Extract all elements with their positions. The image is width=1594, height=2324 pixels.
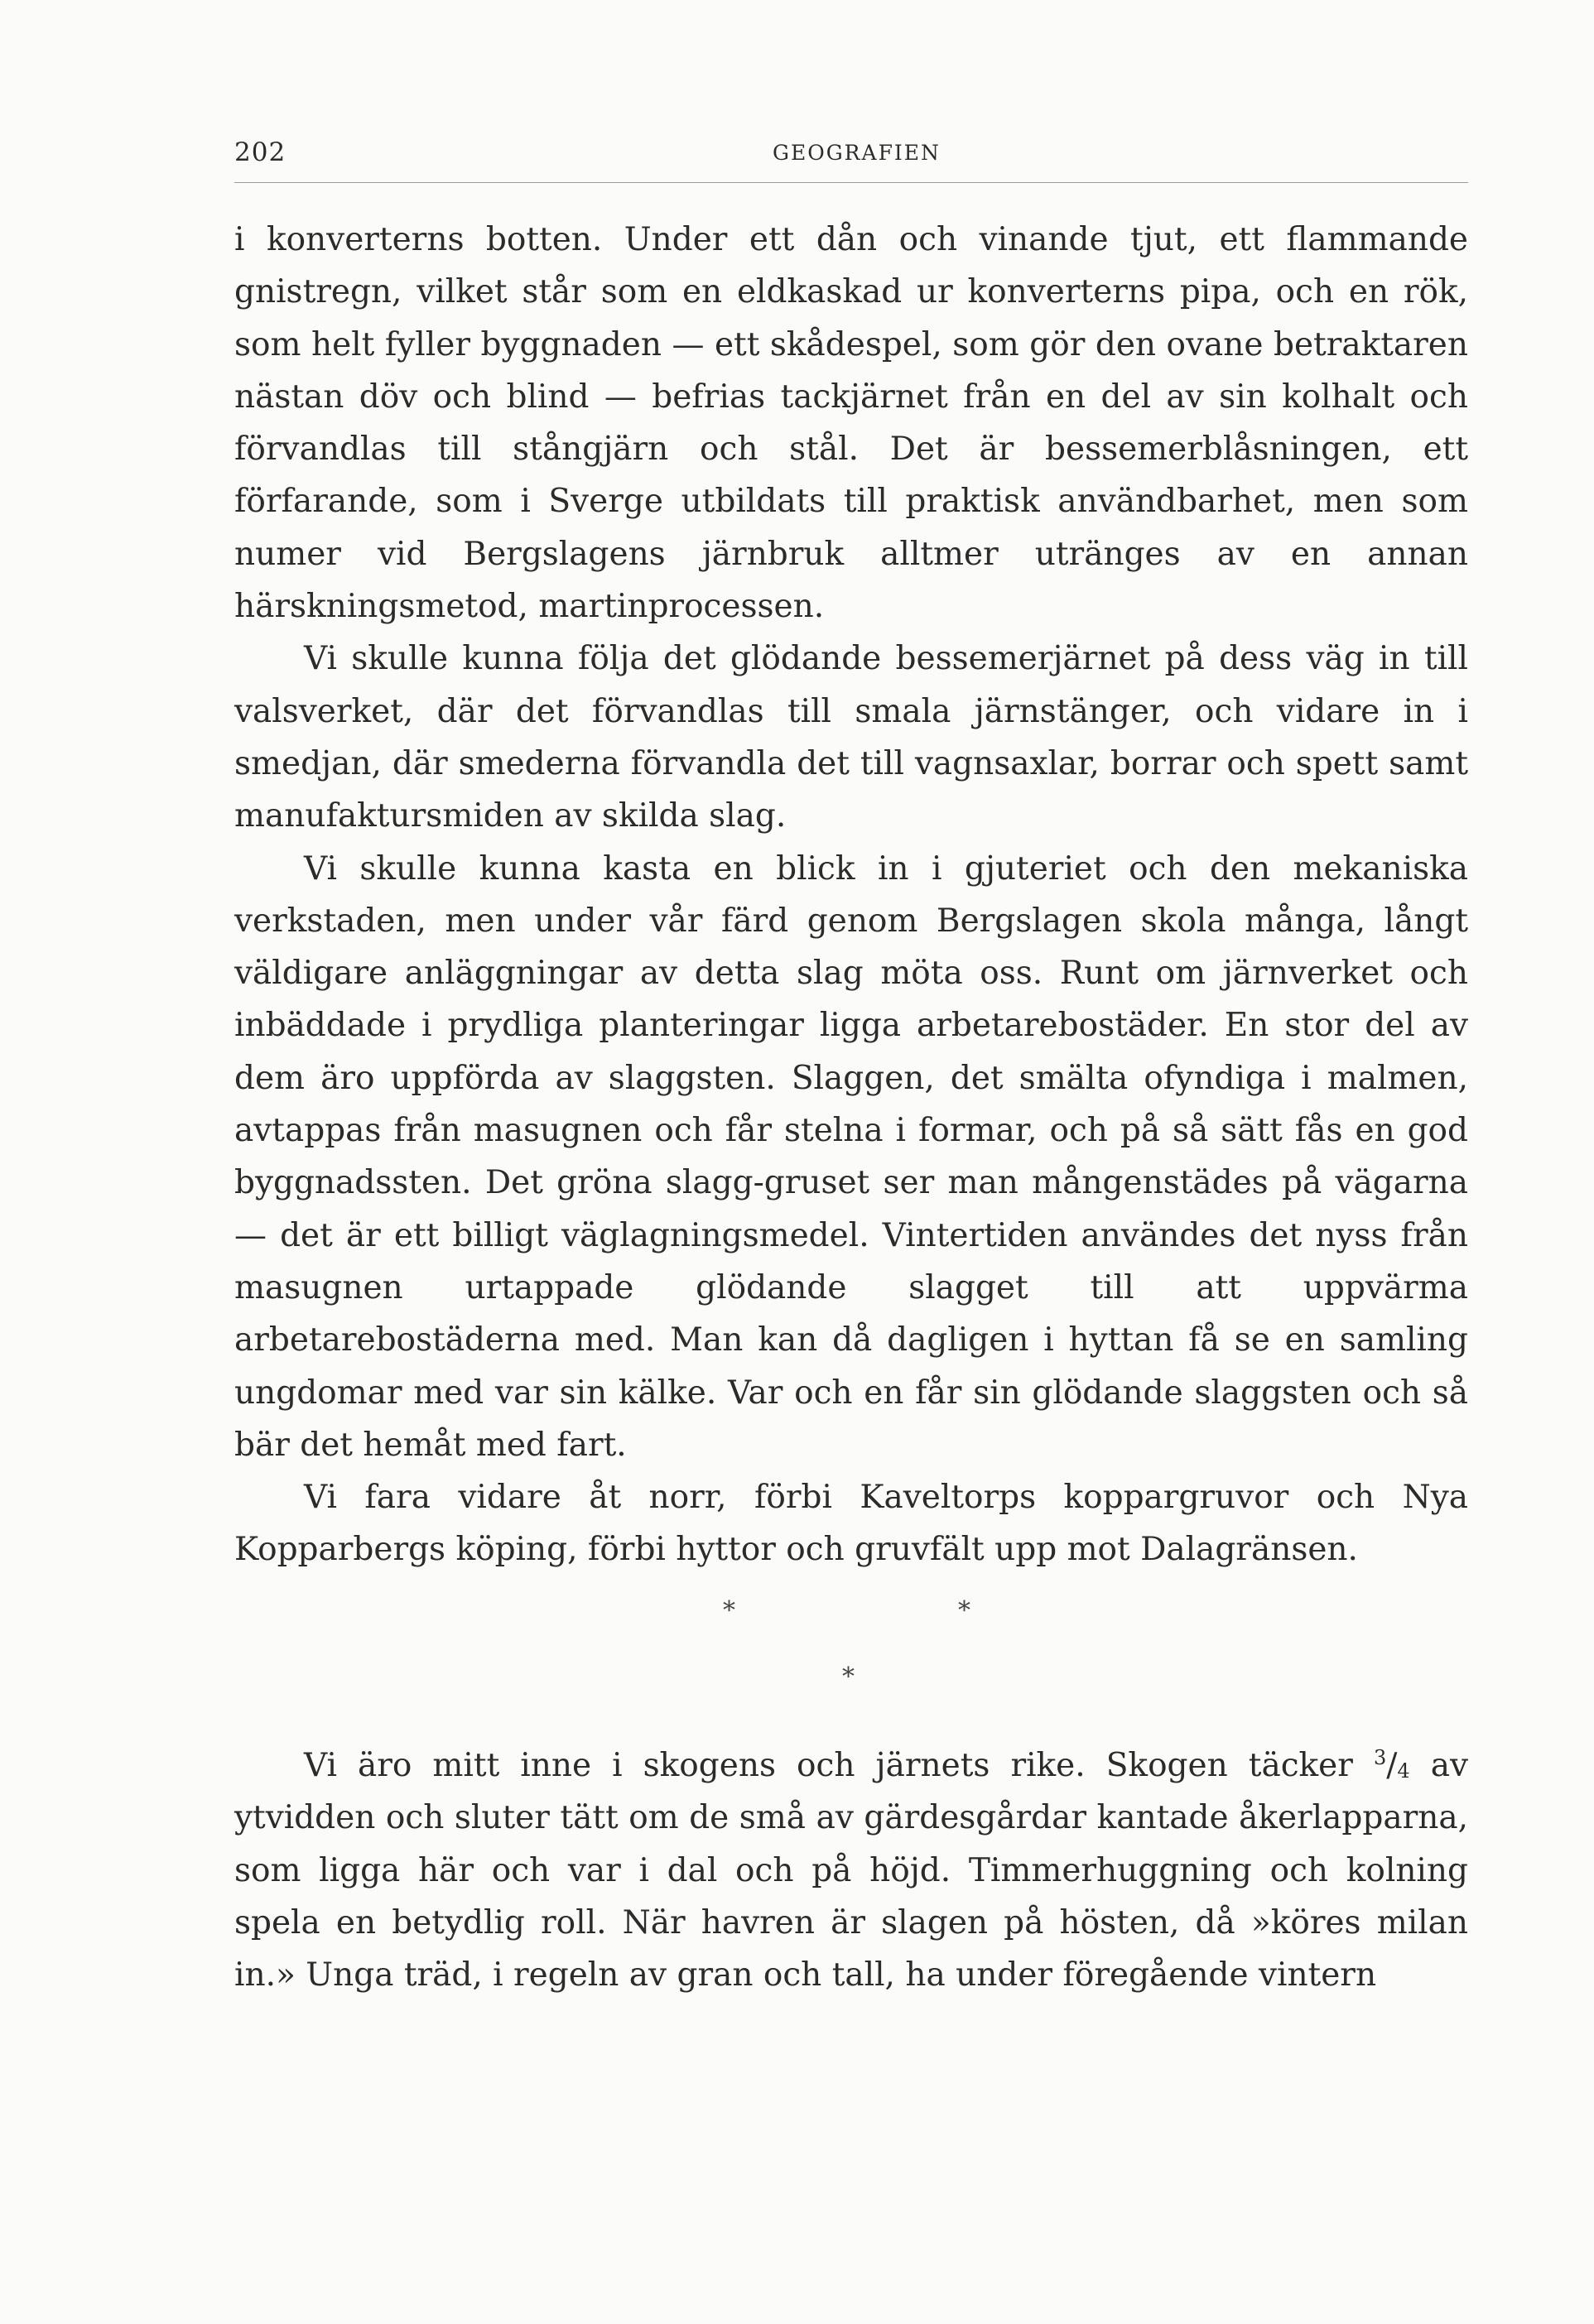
separator-star: *: [958, 1596, 970, 1625]
paragraph: [234, 1739, 1468, 2001]
section-separator-top: [234, 1596, 1468, 1629]
paragraph-text: av ytvidden och sluter tätt om de små av gärdesgårdar kantade åkerlapparna, som ligga här och var i dal och på höjd. Timmerhuggning och kolning spela en betydlig roll. När havren är slagen på hösten, då »köres milan in.» Unga träd, i regeln av gran och tall, ha under föregående vintern: [234, 1747, 1468, 1994]
paragraph-text: Vi äro mitt inne i skogens och järnets rike. Skogen täcker: [304, 1747, 1374, 1784]
fraction-denominator: 4: [1397, 1759, 1410, 1783]
running-head: GEOGRAFIEN: [773, 141, 941, 165]
page-number: 202: [234, 137, 287, 167]
page-header: [234, 137, 1468, 179]
separator-star: *: [842, 1662, 855, 1691]
paragraph: i konverterns botten. Under ett dån och vinande tjut, ett flammande gnistregn, vilket står som en eldkaskad ur konverterns pipa, och en rök, som helt fyller byggnaden — ett skådespel, som gör den ovane betraktaren nästan döv och blind — befrias tackjärnet från en del av sin kolhalt och förvandlas till stångjärn och stål. Det är bessemerblåsningen, ett förfarande, som i Sverge utbildats till praktisk användbarhet, men som numer vid Bergslagens järnbruk alltmer utränges av en annan härskningsmetod, martinprocessen.: [234, 221, 1468, 626]
paragraph: Vi skulle kunna följa det glödande bessemerjärnet på dess väg in till valsverket, där det förvandlas till smala järnstänger, och vidare in i smedjan, där smederna förvandla det till vagnsaxlar, borrar och spett samt manufaktursmiden av skilda slag.: [234, 640, 1468, 835]
section-separator-bottom: [234, 1662, 1468, 1696]
fraction-numerator: 3: [1373, 1746, 1387, 1769]
body-text: [234, 214, 1468, 1576]
paragraph: Vi fara vidare åt norr, förbi Kaveltorps koppargruvor och Nya Kopparbergs köping, förbi hyttor och gruvfält upp mot Dalagränsen.: [234, 1479, 1468, 1569]
fraction-slash: /: [1386, 1747, 1398, 1784]
header-rule: [234, 182, 1468, 183]
paragraph: Vi skulle kunna kasta en blick in i gjuteriet och den mekaniska verkstaden, men under vår färd genom Bergslagen skola många, långt väldigare anläggningar av detta slag möta oss. Runt om järnverket och inbäddade i prydliga planteringar ligga arbetarebostäder. En stor del av dem äro uppförda av slaggsten. Slaggen, det smälta ofyndiga i malmen, avtappas från masugnen och får stelna i formar, och på så sätt fås en god byggnadssten. Det gröna slagg-gruset ser man mångenstädes på vägarna — det är ett billigt väglagningsmedel. Vintertiden användes det nyss från masugnen urtappade glödande slagget till att uppvärma arbetarebostäderna med. Man kan då dagligen i hyttan få se en samling ungdomar med var sin kälke. Var och en får sin glödande slaggsten och så bär det hemåt med fart.: [234, 849, 1468, 1464]
separator-star: *: [723, 1596, 735, 1625]
body-text-section-2: [234, 1739, 1468, 2001]
